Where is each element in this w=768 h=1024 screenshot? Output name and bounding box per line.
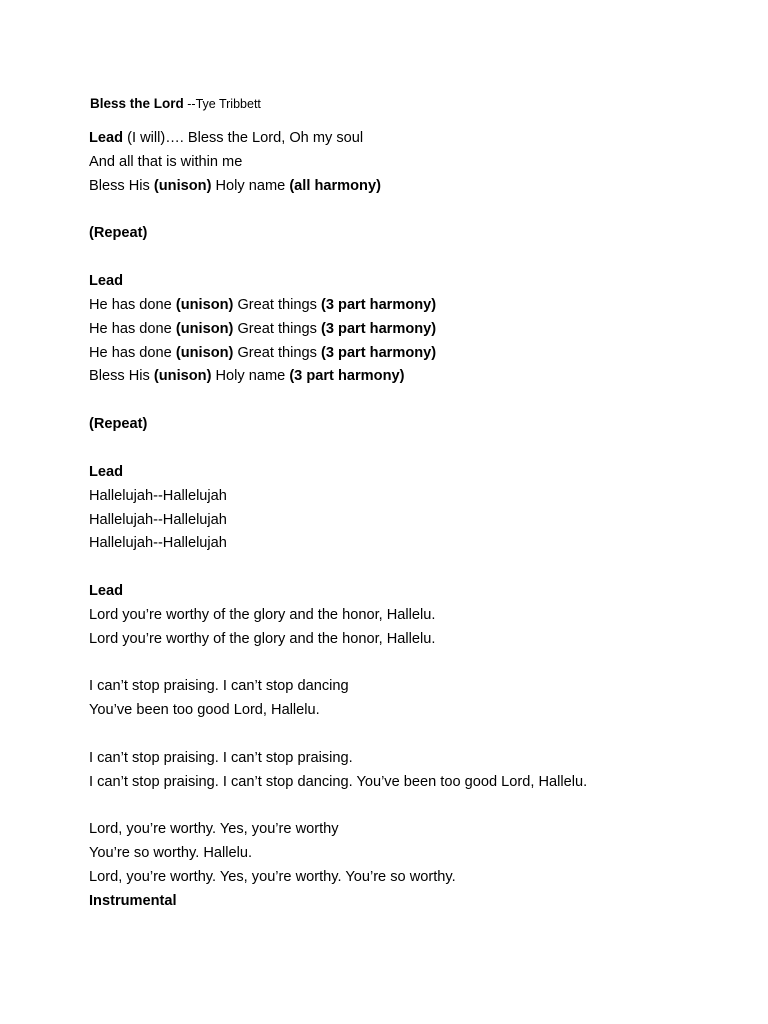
lyric-direction: (unison) (153, 368, 212, 385)
lyric-text: I can’t stop praising. I can’t stop praising. (89, 749, 353, 766)
lyric-line (89, 509, 729, 533)
lyric-text: He has done (89, 344, 176, 361)
lyric-text: Lord, you’re worthy. Yes, you’re worthy (89, 821, 339, 838)
lyric-text: (I will)…. Bless the Lord, Oh my soul (123, 130, 364, 146)
lyric-text: Lord you’re worthy of the glory and the honor, Hallelu. (89, 606, 436, 623)
lyric-direction: Lead (89, 583, 124, 600)
song-author: --Tye Tribbett (183, 97, 261, 111)
blank-line (89, 246, 729, 270)
lyric-direction: Lead (89, 273, 124, 290)
lyric-direction: Lead (89, 463, 124, 480)
lyric-line (89, 318, 729, 342)
lyric-text: I can’t stop praising. I can’t stop dancing. You’ve been too good Lord, Hallelu. (89, 773, 588, 790)
lyric-text: You’re so worthy. Hallelu. (89, 845, 253, 862)
blank-line (89, 437, 729, 461)
lyric-direction: (unison) (175, 320, 234, 337)
blank-line (89, 199, 729, 223)
lyric-line (89, 699, 729, 723)
blank-line (89, 652, 729, 676)
lyric-line (89, 151, 729, 175)
blank-line (89, 556, 729, 580)
blank-line (89, 389, 729, 413)
blank-line (89, 795, 729, 819)
lyric-line (89, 890, 729, 914)
lyrics-body (89, 127, 729, 914)
lyric-direction: (3 part harmony) (321, 296, 437, 313)
lyric-line (89, 222, 729, 246)
lyric-line (89, 628, 729, 652)
lyric-line (89, 604, 729, 628)
lyric-text: Lord you’re worthy of the glory and the honor, Hallelu. (89, 630, 436, 647)
lyric-text: Great things (233, 344, 321, 361)
lyric-direction: (3 part harmony) (321, 344, 437, 361)
lyric-line (89, 175, 729, 199)
lyric-line (89, 270, 729, 294)
lyric-line (89, 413, 729, 437)
blank-line (89, 723, 729, 747)
lyric-text: I can’t stop praising. I can’t stop dancing (89, 678, 349, 695)
lyric-direction: (3 part harmony) (321, 320, 437, 337)
lyric-text: Hallelujah--Hallelujah (89, 511, 227, 528)
lyric-line (89, 675, 729, 699)
lyric-line (89, 580, 729, 604)
lyric-direction: (unison) (175, 296, 234, 313)
lyric-direction: (unison) (175, 344, 234, 361)
lyric-line (89, 866, 729, 890)
lyric-text: He has done (89, 296, 176, 313)
lyric-text: Great things (233, 320, 321, 337)
lyric-text: He has done (89, 320, 176, 337)
lyric-text: Holy name (211, 368, 290, 385)
lyric-text: You’ve been too good Lord, Hallelu. (89, 702, 320, 719)
song-heading (90, 95, 261, 113)
lyric-line (89, 818, 729, 842)
lyric-line (89, 461, 729, 485)
lyric-line (89, 127, 729, 151)
song-title: Bless the Lord (90, 96, 184, 111)
lyric-text: Hallelujah--Hallelujah (89, 487, 227, 504)
lyric-direction: (all harmony) (289, 177, 381, 194)
lyric-line (89, 342, 729, 366)
lyric-text: Bless His (89, 177, 154, 194)
lyric-direction: (unison) (153, 177, 212, 194)
lyric-direction: Instrumental (89, 893, 177, 909)
lyric-direction: Lead (89, 130, 124, 146)
lyric-text: Holy name (211, 177, 290, 194)
lyric-line (89, 485, 729, 509)
lyric-direction: (Repeat) (89, 225, 148, 242)
lyric-direction: (3 part harmony) (289, 368, 405, 385)
lyric-line (89, 747, 729, 771)
lyric-text: Great things (233, 296, 321, 313)
lyric-line (89, 365, 729, 389)
lyric-line (89, 842, 729, 866)
lyric-line (89, 294, 729, 318)
lyric-text: Hallelujah--Hallelujah (89, 535, 227, 552)
lyric-text: And all that is within me (89, 153, 243, 170)
lyric-line (89, 532, 729, 556)
lyric-line (89, 771, 729, 795)
lyric-direction: (Repeat) (89, 416, 148, 433)
lyric-text: Lord, you’re worthy. Yes, you’re worthy. You’re so worthy. (89, 869, 456, 886)
lyric-text: Bless His (89, 368, 154, 385)
